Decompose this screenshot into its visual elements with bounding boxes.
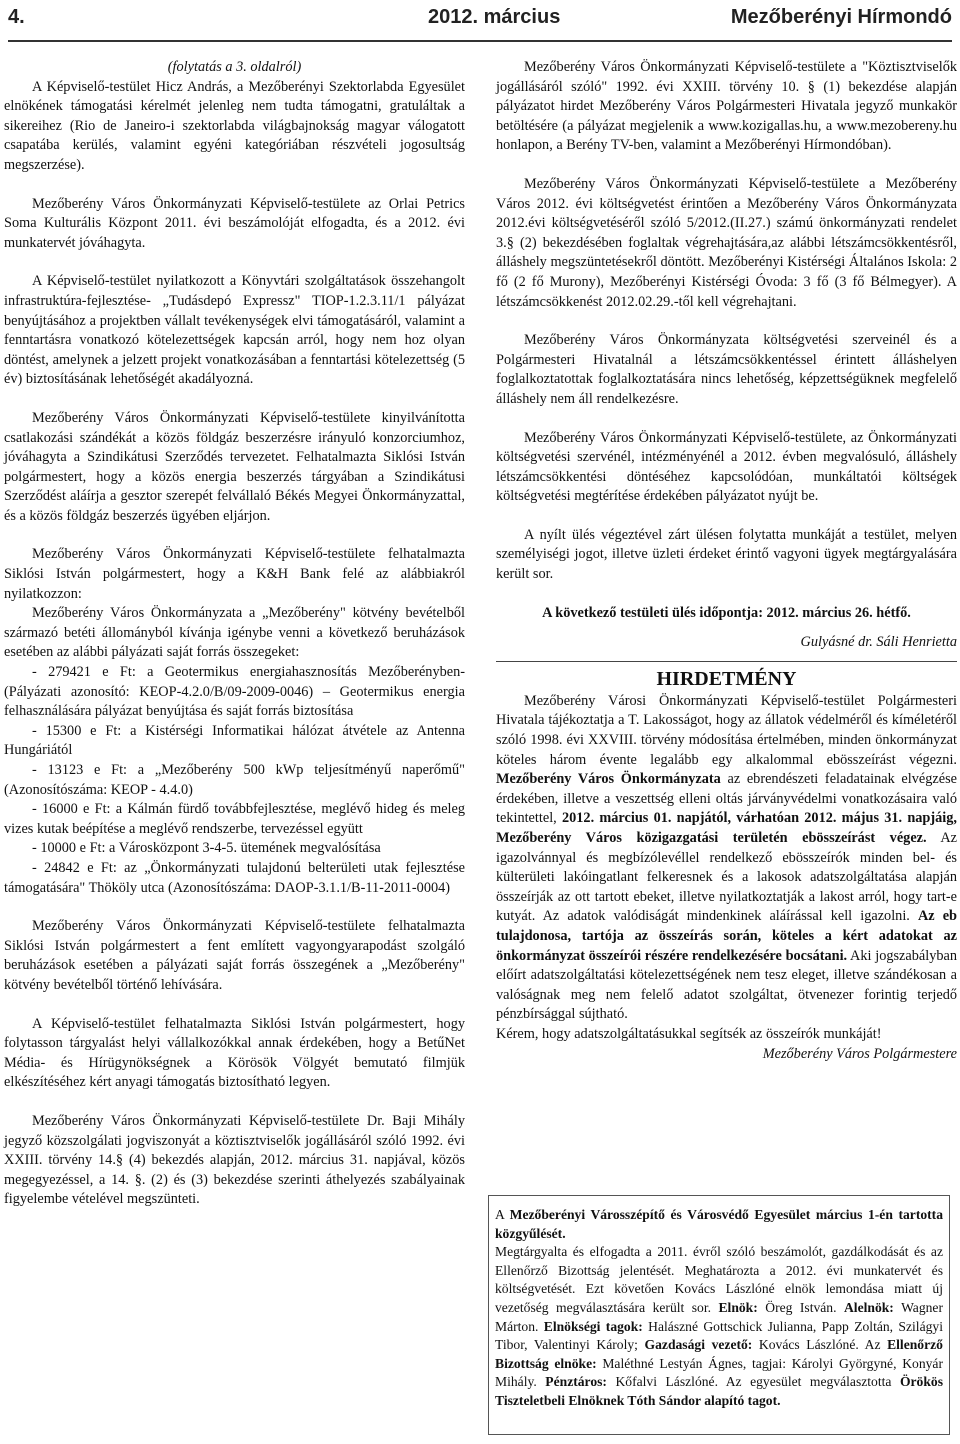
page-header (8, 0, 952, 40)
association-notice-box (488, 1195, 950, 1435)
divider (496, 661, 957, 662)
announcement-body: Mezőberény Városi Önkormányzati Képviselő-testület Polgármesteri Hivatala tájékoztatja a T. Lakosságot, hogy az állatok védelméről és kíméletéről szóló 1998. évi XXVIII. törvény módosítása értelmében, minden önkormányzat köteles három évente legalább egy alkalommal ebösszeírást végezni. Mezőberény Város Önkormányzata az ebrendészeti feladatainak elvégzése érdekében, illetve a veszettség elleni oltás járványvédelmi vonatkozásaira való tekintettel, 2012. március 01. napjától, várhatóan 2012. május 31. napjáig, Mezőberény Város közigazgatási területén ebösszeírást végez. Az igazolvánnyal és megbízólevéllel rendelkező ebösszeírók minden bel- és külterületi lakóingatlant felkeresnek és a lakosok adatszolgáltatása alapján összeírják az ott tartott ebeket, illetve nyilatkoztatják a lakost arról, hogy tart-e kutyát. Az adatok valódiságát mindenkinek aláírással kell igazolni. Az eb tulajdonosa, tartója az összeírás során, köteles a kért adatokat az önkormányzat összeírói részére rendelkezésére bocsátani. Aki jogszabályban előírt adatszolgáltatási kötelezettségének nem tesz eleget, illetve szándékosan a valóságnak meg nem felelő adatot szolgáltat, ötvenezer forintig terjedő pénzbírsággal sújtható. (496, 692, 957, 1023)
header-rule (8, 40, 952, 42)
paragraph: A Képviselő-testület nyilatkozott a Könyvtári szolgáltatások összehangolt infrastruktúra-fejlesztése- „Tudásdepó Expressz" TIOP-1.2.3.11/1 pályázat benyújtásához a projektben vállalt tevékenységek elvi támogatásáról, valamint a fenntartásra vonatkozó kötelezettségek kapcsán arról, hogy nem hoz olyan döntést, amelynek a jelzett projekt vonatkozásában a fenntartási kötelezettség (5 év) biztosításának lehetőségét akadályozná. (4, 273, 465, 388)
paragraph: Mezőberény Város Önkormányzati Képviselő-testülete felhatalmazta Siklósi István polgármestert a fent említett vagyongyarapodást szolgáló beruházások esetében a pályázati saját forrás összegének a „Mezőberény" kötvény bevételből történő lehívására. (4, 918, 465, 993)
publication-name: Mezőberényi Hírmondó (730, 6, 952, 28)
announcement-closing: Kérem, hogy adatszolgáltatásukkal segítsék az összeírók munkáját! (496, 1025, 882, 1042)
paragraph: Mezőberény Város Önkormányzati Képviselő-testülete, az Önkormányzati költségvetési szervénél, intézményénél a 2012. évben megvalósuló, álláshely létszámcsökkentési döntéséhez kapcsolódóan, munkáltatói költségek költségvetési megtérítése érdekében pályázatot nyújt be. (496, 429, 957, 505)
list-item: - 279421 e Ft: a Geotermikus energiahasznosítás Mezőberényben- (Pályázati azonosító: KEOP-4.2.0/B/09-2009-0046) – Geotermikus energia felhasználására pályázat benyújtása és saját forrás biztosítása (4, 664, 465, 720)
signature: Mezőberény Város Polgármestere (762, 1045, 957, 1062)
list-item: - 15300 e Ft: a Kistérségi Informatikai hálózat átvétele az Antenna Hungáriától (4, 722, 465, 759)
paragraph: A nyílt ülés végeztével zárt ülésen folytatta munkáját a testület, melyen személyiségi jogot, illetve üzleti érdeket érintő vagyoni ügyek megtárgyalására került sor. (496, 526, 957, 583)
right-column (496, 58, 957, 1064)
paragraph: A Képviselő-testület felhatalmazta Siklósi István polgármestert, hogy folytasson tárgyalást helyi vállalkozókkal annak érdekében, hogy a BetűNet Média- és Hírügynökségnek a Körösök Völgyét bemutató filmjük elkészítéséhez kért anyagi támogatás biztosítható legyen. (4, 1015, 465, 1091)
paragraph: Mezőberény Város Önkormányzati Képviselő-testülete az Orlai Petrics Soma Kulturális Központ 2011. évi beszámolóját elfogadta, és a 2012. évi munkatervét jóváhagyta. (4, 195, 465, 251)
paragraph: Mezőberény Város Önkormányzati Képviselő-testülete Dr. Baji Mihály jegyző közszolgálati jogviszonyát a köztisztviselők jogállásáról szóló 1992. évi XXIII. törvény 14.§ (4) bekezdés alapján, 2012. március 31. napjával, közös megegyezéssel, a 14. §. (2) és (3) bekezdése szerinti áthelyezés szabályainak figyelembe vételével megszünteti. (4, 1112, 465, 1208)
paragraph: Mezőberény Város Önkormányzata a „Mezőberény" kötvény bevételből származó betéti állományból kívánja igénybe venni a következő beruházások esetében az alábbi pályázati saját forrás összegeket: (4, 605, 465, 661)
issue-date: 2012. március (428, 6, 561, 28)
paragraph: Mezőberény Város Önkormányzati Képviselő-testülete kinyilvánította csatlakozási szándékát a közös földgáz beszerzésre irányuló konzorciumhoz, jóváhagyta a Szindikátusi Szerződés tervezetet. Felhatalmazta Siklósi István polgármestert, hogy a közös energia beszerzés tárgyában a Szindikátusi Szerződést aláírja a gesztor szerepét felvállaló Békés Megyei Önkormányzattal, és a közös földgáz beszerzés ügyében eljárjon. (4, 409, 465, 524)
left-column (4, 58, 465, 1210)
paragraph: Mezőberény Város Önkormányzati Képviselő-testülete felhatalmazta Siklósi István polgármestert, hogy a K&H Bank felé az alábbiakról nyilatkozzon: (4, 546, 465, 602)
announcement-title: HIRDETMÉNY (656, 667, 797, 690)
paragraph: Mezőberény Város Önkormányzati Képviselő-testülete a Mezőberény Város 2012. évi költségvetést érintően a Mezőberény Város Önkormányzata 2012.évi költségvetéséről szóló 5/2012.(II.27.) számú önkormányzati rendelet 3.§ (2) bekezdésében foglaltak végrehajtására,az alábbi létszámcsökkentésről, álláshely megszüntetésekről döntött. Mezőberényi Kistérségi Általános Iskola: 2 fő (2 fő Murony), Mezőberényi Kistérségi Óvoda: 3 fő (3 fő Bélmegyer). A létszámcsökkenést 2012.02.29.-től kell végrehajtani. (496, 175, 957, 310)
signature: Gulyásné dr. Sáli Henrietta (800, 634, 957, 651)
continued-note: (folytatás a 3. oldalról) (167, 59, 302, 75)
list-item: - 10000 e Ft: a Városközpont 3-4-5. ütemének megvalósítása (32, 840, 381, 857)
paragraph: Mezőberény Város Önkormányzati Képviselő-testülete a "Köztisztviselők jogállásáról szóló" 1992. évi XXIII. törvény 10. § (1) bekezdése alapján pályázatot hirdet Mezőberény Város Polgármesteri Hivatala jegyző munkakör betöltésére (a pályázat megjelenik a www.kozigallas.hu, a www.mezobereny.hu honlapon, a Berény TV-ben, valamint a Mezőberényi Hírmondóban). (496, 59, 957, 154)
next-meeting: A következő testületi ülés időpontja: 2012. március 26. hétfő. (542, 604, 911, 621)
association-notice: A Mezőberényi Városszépítő és Városvédő Egyesület március 1-én tartotta közgyűlését. Megtárgyalta és elfogadta a 2011. évről szóló beszámolót, gazdálkodását és az Ellenőrző Bizottság jelentését. Meghatározta a 2012. évi munkatervét és költségvetését. Ezt követően Kovács Lászlóné elnök lemondása miatt új vezetőség megválasztására került sor. Elnök: Öreg István. Alelnök: Wagner Márton. Elnökségi tagok: Halászné Gottschick Julianna, Papp Zoltán, Szilágyi Tibor, Valentinyi Károly; Gazdasági vezető: Kovács Lászlóné. Az Ellenőrző Bizottság elnöke: Maléthné Lestyán Ágnes, tagjai: Károlyi Györgyné, Konyár Mihály. Pénztáros: Kőfalvi Lászlóné. Az egyesület megválasztotta Örökös Tiszteletbeli Elnöknek Tóth Sándor alapító tagot. (495, 1207, 944, 1408)
page-number: 4. (8, 6, 25, 28)
list-item: - 13123 e Ft: a „Mezőberény 500 kWp teljesítményű naperőmű" (Azonosítószáma: KEOP - 4.4.0) (4, 762, 465, 798)
paragraph: Mezőberény Város Önkormányzata költségvetési szerveinél és a Polgármesteri Hivatalnál a létszámcsökkentéssel érintett álláshelyen foglalkoztatottak foglalkoztatására nincs lehetőség, képzettségüknek megfelelő álláshely nem áll rendelkezésre. (496, 332, 957, 407)
list-item: - 24842 e Ft: az „Önkormányzati tulajdonú belterületi utak fejlesztése támogatására" Thököly utca (Azonosítószáma: DAOP-3.1.1/B-11-2011-0004) (4, 859, 465, 896)
list-item: - 16000 e Ft: a Kálmán fürdő továbbfejlesztése, meglévő hideg és meleg vizes kutak beépítése a meglévő rendszerbe, tervezéssel együtt (4, 801, 465, 837)
paragraph: A Képviselő-testület Hicz András, a Mezőberényi Szektorlabda Egyesület elnökének támogatási kérelmét jelenleg nem tudta támogatni, gratuláltak a sikereihez (Rio de Janeiro-i szektorlabda világbajnokság magyar válogatott csapatába kerülés, valamint egyéni kategóriában részvételi jogosultság megszerzése). (4, 78, 465, 173)
